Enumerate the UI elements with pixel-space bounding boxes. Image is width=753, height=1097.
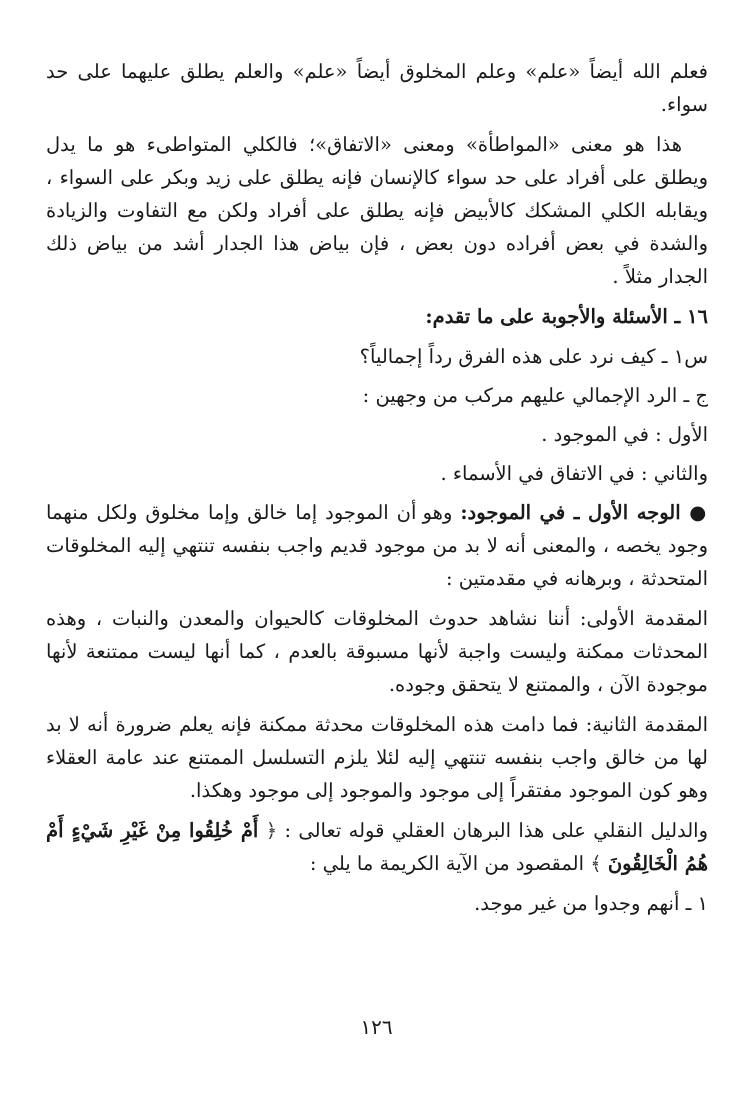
point-1: ١ ـ أنهم وجدوا من غير موجد.	[474, 892, 708, 915]
quran-open-bracket: ﴿	[265, 819, 278, 842]
first-aspect-text: وهو أن الموجود إما خالق وإما مخلوق ولكل منهما وجود يخصه ، والمعنى أنه لا بد من موجود قديم واجب بنفسه تنتهي إليه المخلوقات المتحدثة ، وبرهانه في مقدمتين :	[46, 501, 708, 590]
evidence-intro: والدليل النقلي على هذا البرهان العقلي قوله تعالى :	[284, 819, 709, 842]
first-aspect: الأول : في الموجود .	[541, 423, 708, 446]
page-content	[46, 55, 708, 926]
paragraph-2: هذا هو معنى «المواطأة» ومعنى «الاتفاق»؛ فالكلي المتواطىء هو ما يدل ويطلق على أفراد على حد سواء كالإنسان فإنه يطلق على زيد وبكر على السواء ، ويقابله الكلي المشكك كالأبيض فإنه يطلق على أفراد ولكن مع التفاوت والزيادة والشدة في بعض أفراده دون بعض ، فإن بياض هذا الجدار أشد من بياض ذلك الجدار مثلاً .	[46, 133, 708, 288]
second-aspect: والثاني : في الاتفاق في الأسماء .	[440, 462, 708, 485]
quran-close-bracket: ﴾	[590, 852, 602, 875]
premise-2: المقدمة الثانية: فما دامت هذه المخلوقات محدثة ممكنة فإنه يعلم ضرورة أنه لا بد لها من خالق واجب بنفسه تنتهي إليه لئلا يلزم التسلسل الممتنع عند عامة العقلاء وهو كون الموجود مفتقراً إلى موجود والموجود إلى موجود وهكذا.	[46, 713, 708, 802]
evidence-outro: المقصود من الآية الكريمة ما يلي :	[309, 852, 585, 875]
quran-verse: أَمْ خُلِقُوا مِنْ غَيْرِ شَيْءٍ أَمْ هُمُ الْخَالِقُونَ	[46, 819, 708, 875]
first-aspect-paragraph	[46, 496, 708, 595]
textual-evidence	[46, 814, 708, 880]
paragraph-1: فعلم الله أيضاً «علم» وعلم المخلوق أيضاً «علم» والعلم يطلق عليهما على حد سواء.	[46, 60, 708, 116]
answer-1: ج ـ الرد الإجمالي عليهم مركب من وجهين :	[362, 384, 708, 407]
question-1: س١ ـ كيف نرد على هذه الفرق رداً إجمالياً؟	[359, 345, 708, 368]
first-aspect-label: ● الوجه الأول ـ في الموجود:	[460, 501, 709, 524]
section-heading-16: ١٦ ـ الأسئلة والأجوبة على ما تقدم:	[425, 305, 708, 328]
premise-1: المقدمة الأولى: أننا نشاهد حدوث المخلوقات كالحيوان والمعدن والنبات ، وهذه المحدثات ممكنة وليست واجبة لأنها مسبوقة بالعدم ، كما أنها ليست ممتنعة لأنها موجودة الآن ، والممتنع لا يتحقق وجوده.	[46, 607, 708, 696]
page-number: ١٢٦	[360, 1015, 393, 1039]
